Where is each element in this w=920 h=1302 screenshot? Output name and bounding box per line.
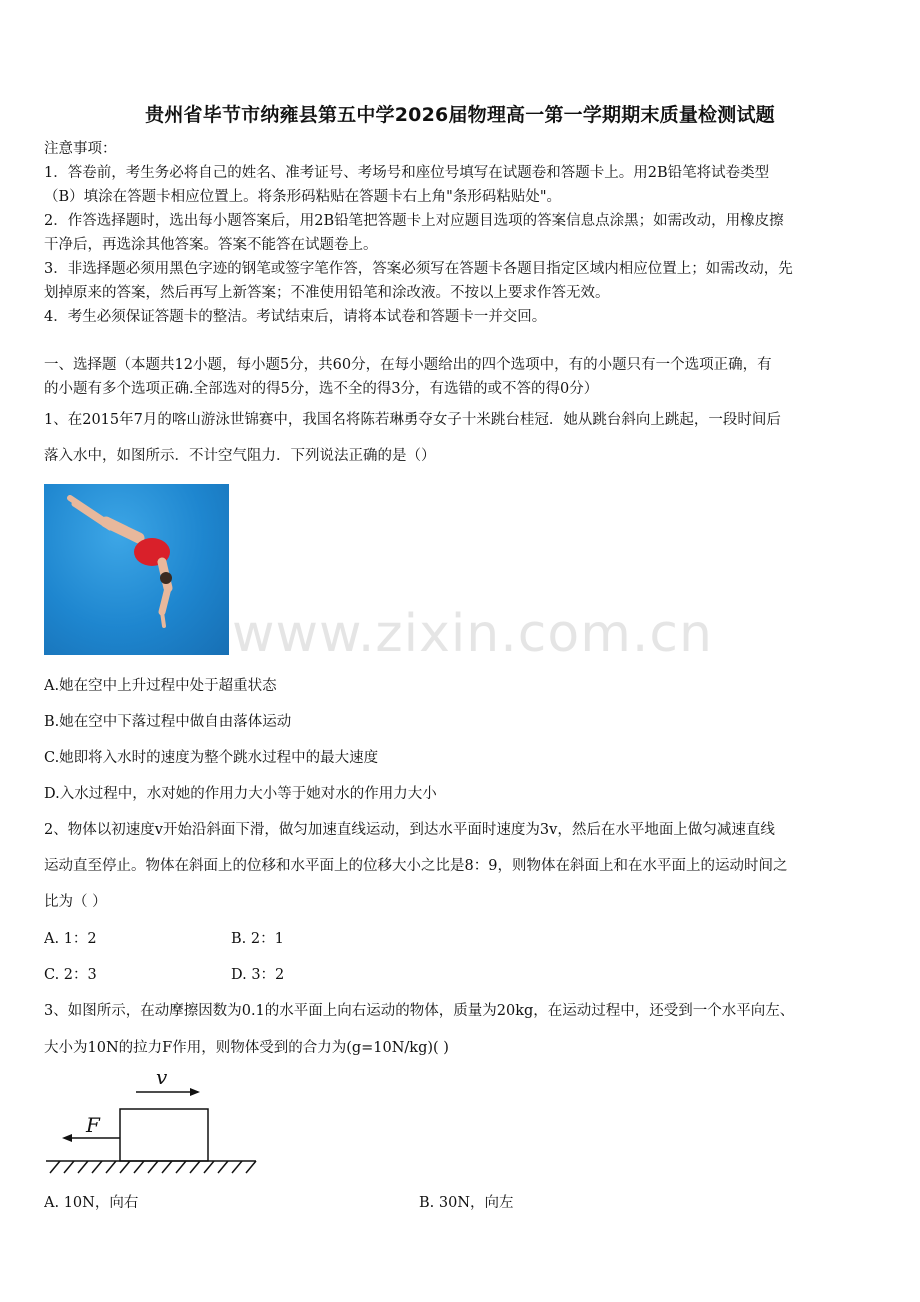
question-1-option-a: A.她在空中上升过程中处于超重状态 <box>44 678 277 694</box>
notice-line: （B）填涂在答题卡相应位置上。将条形码粘贴在答题卡右上角"条形码粘贴处"。 <box>44 189 561 205</box>
watermark: www.zixin.com.cn <box>232 604 713 664</box>
block <box>120 1109 208 1161</box>
question-1-text: 1、在2015年7月的喀山游泳世锦赛中，我国名将陈若琳勇夺女子十米跳台桂冠．她从跳台斜向上跳起，一段时间后 <box>44 412 781 428</box>
notice-line: 干净后，再选涂其他答案。答案不能答在试题卷上。 <box>44 237 378 253</box>
notice-line: 划掉原来的答案，然后再写上新答案；不准使用铅笔和涂改液。不按以上要求作答无效。 <box>44 285 610 301</box>
question-2-option-c: C. 2：3 <box>44 967 97 983</box>
question-1-option-b: B.她在空中下落过程中做自由落体运动 <box>44 714 292 730</box>
force-label: F <box>86 1113 100 1137</box>
question-3-option-b: B. 30N，向左 <box>419 1195 514 1211</box>
notice-line: 2．作答选择题时，选出每小题答案后，用2B铅笔把答题卡上对应题目选项的答案信息点涂黑；如需改动，用橡皮擦 <box>44 213 784 229</box>
diver-figure <box>44 484 229 655</box>
exam-title: 贵州省毕节市纳雍县第五中学2026届物理高一第一学期期末质量检测试题 <box>145 104 775 126</box>
diver-photo <box>44 484 229 655</box>
section-header-line: 一、选择题（本题共12小题，每小题5分，共60分，在每小题给出的四个选项中，有的小题只有一个选项正确，有 <box>44 357 772 373</box>
section-header-line: 的小题有多个选项正确.全部选对的得5分，选不全的得3分，有选错的或不答的得0分） <box>44 381 599 397</box>
question-3-option-a: A. 10N，向右 <box>44 1195 139 1211</box>
question-2-text: 比为（ ） <box>44 894 107 910</box>
question-1-option-d: D.入水过程中，水对她的作用力大小等于她对水的作用力大小 <box>44 786 437 802</box>
question-1-option-c: C.她即将入水时的速度为整个跳水过程中的最大速度 <box>44 750 379 766</box>
question-2-option-d: D. 3：2 <box>231 967 285 983</box>
force-diagram <box>40 1062 270 1182</box>
notice-line: 3．非选择题必须用黑色字迹的钢笔或签字笔作答，答案必须写在答题卡各题目指定区域内相应位置上；如需改动，先 <box>44 261 793 277</box>
velocity-arrow <box>136 1088 200 1096</box>
question-3-text: 大小为10N的拉力F作用，则物体受到的合力为(g=10N/kg)( ) <box>44 1040 449 1056</box>
question-1-text: 落入水中，如图所示．不计空气阻力．下列说法正确的是（） <box>44 448 436 464</box>
ground-hatching <box>46 1161 256 1173</box>
question-2-text: 2、物体以初速度v开始沿斜面下滑，做匀加速直线运动，到达水平面时速度为3v，然后在水平地面上做匀减速直线 <box>44 822 775 838</box>
velocity-label: v <box>156 1065 168 1089</box>
question-3-text: 3、如图所示，在动摩擦因数为0.1的水平面上向右运动的物体，质量为20kg，在运动过程中，还受到一个水平向左、 <box>44 1003 795 1019</box>
question-2-option-a: A. 1：2 <box>44 931 97 947</box>
notice-line: 1．答卷前，考生务必将自己的姓名、准考证号、考场号和座位号填写在试题卷和答题卡上。用2B铅笔将试卷类型 <box>44 165 770 181</box>
notice-line: 4．考生必须保证答题卡的整洁。考试结束后，请将本试卷和答题卡一并交回。 <box>44 309 547 325</box>
notice-heading: 注意事项： <box>44 141 117 157</box>
question-2-option-b: B. 2：1 <box>231 931 284 947</box>
question-2-text: 运动直至停止。物体在斜面上的位移和水平面上的位移大小之比是8：9，则物体在斜面上和在水平面上的运动时间之 <box>44 858 788 874</box>
